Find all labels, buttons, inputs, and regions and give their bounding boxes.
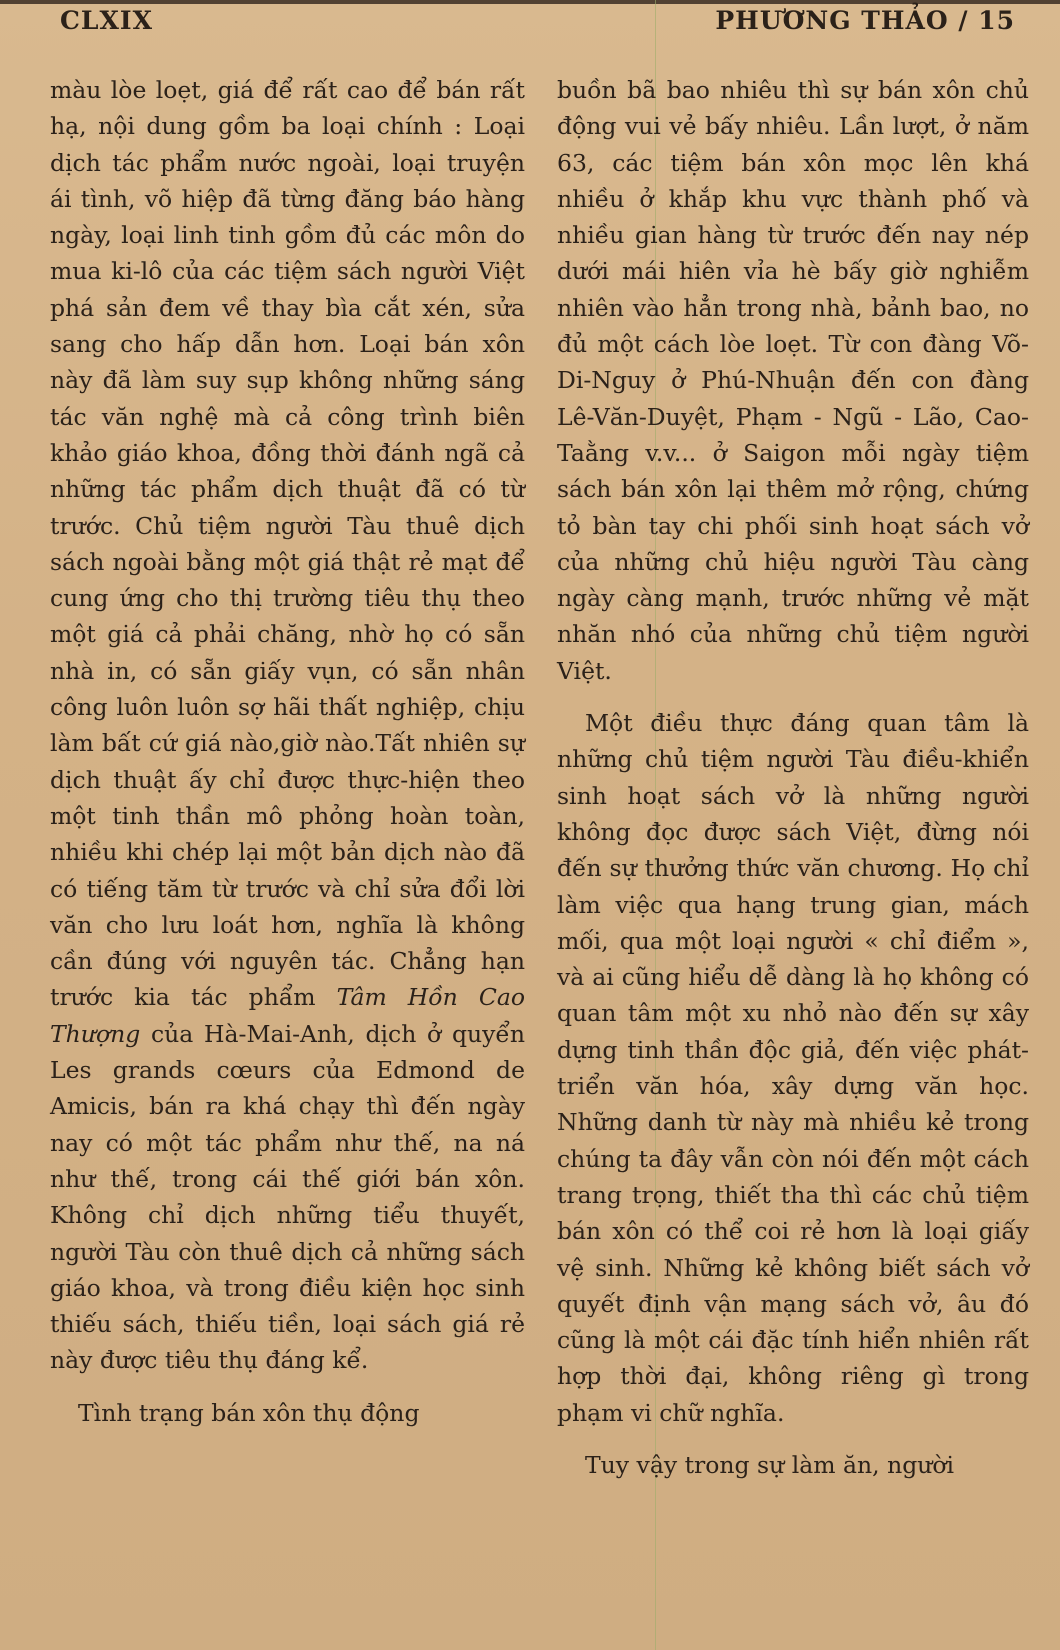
- running-header: [60, 4, 1015, 38]
- chapter-number: CLXIX: [60, 6, 153, 35]
- book-title-italic: Tâm Hồn Cao Thượng: [50, 983, 525, 1048]
- author-page-number: PHƯƠNG THẢO / 15: [715, 6, 1015, 35]
- right-paragraph-2: Một điều thực đáng quan tâm là những chủ tiệm người Tàu điều-khiển sinh hoạt sách vở là những người không đọc được sách Việt, đừng nói đến sự thưởng thức văn chương. Họ chỉ làm việc qua hạng trung gian, mách mối, qua một loại người « chỉ điểm », và ai cũng hiểu dễ dàng là họ không có quan tâm một xu nhỏ nào đến sự xây dựng tinh thần độc giả, đến việc phát-triển văn hóa, xây dựng văn học. Những danh từ này mà nhiều kẻ trong chúng ta đây vẫn còn nói đến một cách trang trọng, thiết tha thì các chủ tiệm bán xôn có thể coi rẻ hơn là loại giấy vệ sinh. Những kẻ không biết sách vở quyết định vận mạng sách vở, âu đó cũng là một cái đặc tính hiển nhiên rất hợp thời đại, không riêng gì trong phạm vi chữ nghĩa.: [557, 709, 1029, 1427]
- right-paragraph-1: buồn bã bao nhiêu thì sự bán xôn chủ động vui vẻ bấy nhiêu. Lần lượt, ở năm 63, các tiệm bán xôn mọc lên khá nhiều ở khắp khu vực thành phố và nhiều gian hàng từ trước đến nay nép dưới mái hiên vỉa hè bấy giờ nghiễm nhiên vào hẳn trong nhà, bảnh bao, no đủ một cách lòe loẹt. Từ con đàng Võ-Di-Nguy ở Phú-Nhuận đến con đàng Lê-Văn-Duyệt, Phạm - Ngũ - Lão, Cao-Taằng v.v... ở Saigon mỗi ngày tiệm sách bán xôn lại thêm mở rộng, chứng tỏ bàn tay chi phối sinh hoạt sách vở của những chủ hiệu người Tàu càng ngày càng mạnh, trước những vẻ mặt nhăn nhó của những chủ tiệm người Việt.: [557, 76, 1029, 685]
- left-paragraph-2: Tình trạng bán xôn thụ động: [78, 1398, 420, 1427]
- left-paragraph-1-rest: của Hà-Mai-Anh, dịch ở quyển Les grands cœurs của Edmond de Amicis, bán ra khá chạy thì đến ngày nay có một tác phẩm như thế, na ná như thế, trong cái thế giới bán xôn. Không chỉ dịch những tiểu thuyết, người Tàu còn thuê dịch cả những sách giáo khoa, và trong điều kiện học sinh thiếu sách, thiếu tiền, loại sách giá rẻ này được tiêu thụ đáng kể.: [50, 1019, 525, 1375]
- right-column: [557, 72, 1029, 1483]
- right-paragraph-3: Tuy vậy trong sự làm ăn, người: [585, 1450, 955, 1479]
- left-paragraph-1-text: màu lòe loẹt, giá để rất cao để bán rất hạ, nội dung gồm ba loại chính : Loại dịch tác phẩm nước ngoài, loại truyện ái tình, võ hiệp đã từng đăng báo hàng ngày, loại linh tinh gồm đủ các môn do mua ki-lô của các tiệm sách người Việt phá sản đem về thay bìa cắt xén, sửa sang cho hấp dẫn hơn. Loại bán xôn này đã làm suy sụp không những sáng tác văn nghệ mà cả công trình biên khảo giáo khoa, đồng thời đánh ngã cả những tác phẩm dịch thuật đã có từ trước. Chủ tiệm người Tàu thuê dịch sách ngoài bằng một giá thật rẻ mạt để cung ứng cho thị trường tiêu thụ theo một giá cả phải chăng, nhờ họ có sẵn nhà in, có sẵn giấy vụn, có sẵn nhân công luôn luôn sợ hãi thất nghiệp, chịu làm bất cứ giá nào,giờ nào.Tất nhiên sự dịch thuật ấy chỉ được thực-hiện theo một tinh thần mô phỏng hoàn toàn, nhiều khi chép lại một bản dịch nào đã có tiếng tăm từ trước và chỉ sửa đổi lời văn cho lưu loát hơn, nghĩa là không cần đúng với nguyên tác. Chẳng hạn trước kia tác phẩm: [50, 76, 525, 1012]
- left-column: [50, 72, 525, 1431]
- left-paragraph-1: [50, 72, 525, 1379]
